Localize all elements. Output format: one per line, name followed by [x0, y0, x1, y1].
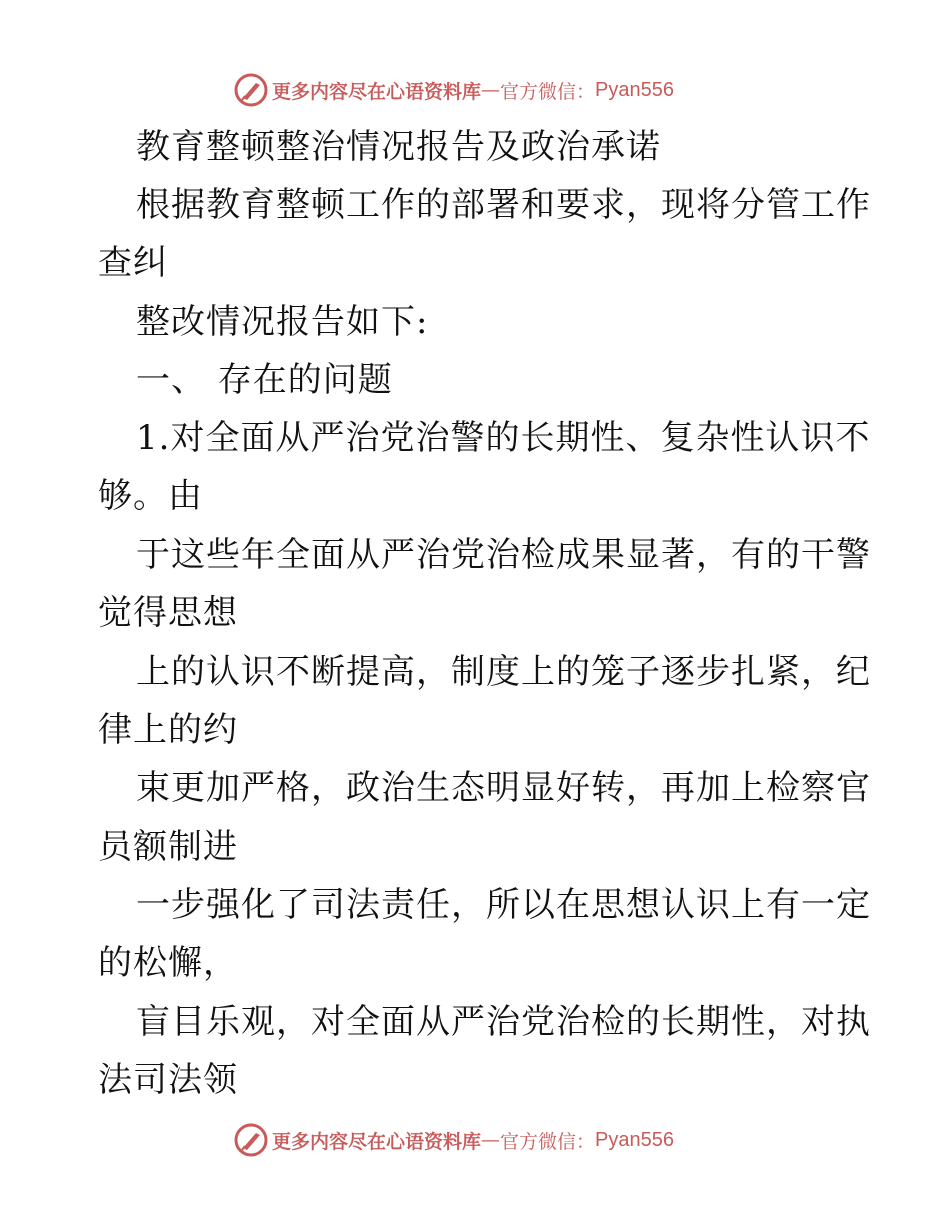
watermark-wechat-label: 官方微信： [500, 80, 596, 103]
quill-logo-icon [234, 73, 268, 107]
watermark-wechat-id: Pyan556 [595, 1128, 674, 1151]
text-line: 上的认识不断提高，制度上的笼子逐步扎紧，纪 [136, 652, 871, 692]
text-line: 够。由 [98, 476, 203, 516]
text-line: 法司法领 [98, 1060, 238, 1100]
watermark-dash: — [481, 1129, 501, 1151]
text-line: 1.对全面从严治党治警的长期性、复杂性认识不 [136, 418, 871, 458]
text-line: 根据教育整顿工作的部署和要求，现将分管工作 [136, 185, 871, 225]
text-line: 整改情况报告如下: [136, 302, 429, 342]
text-line: 盲目乐观，对全面从严治党治检的长期性，对执 [136, 1002, 871, 1042]
watermark-footer [234, 1122, 674, 1158]
text-line: 觉得思想 [98, 593, 238, 633]
quill-logo-icon [234, 1123, 268, 1157]
text-line: 查纠 [98, 243, 168, 283]
text-line: 一步强化了司法责任，所以在思想认识上有一定 [136, 885, 871, 925]
text-line: 束更加严格，政治生态明显好转，再加上检察官 [136, 768, 871, 808]
text-line: 的松懈， [98, 943, 238, 983]
watermark-text: 更多内容尽在心语资料库 [272, 1130, 482, 1153]
watermark-text: 更多内容尽在心语资料库 [272, 80, 482, 103]
section-heading: 一、 存在的问题 [136, 360, 393, 400]
text-line: 于这些年全面从严治党治检成果显著，有的干警 [136, 535, 871, 575]
text-line: 员额制进 [98, 827, 238, 867]
document-title: 教育整顿整治情况报告及政治承诺 [136, 127, 661, 167]
watermark-wechat-label: 官方微信： [500, 1130, 596, 1153]
text-line: 律上的约 [98, 710, 238, 750]
watermark-header [234, 72, 674, 108]
watermark-wechat-id: Pyan556 [595, 78, 674, 101]
watermark-dash: — [481, 79, 501, 101]
